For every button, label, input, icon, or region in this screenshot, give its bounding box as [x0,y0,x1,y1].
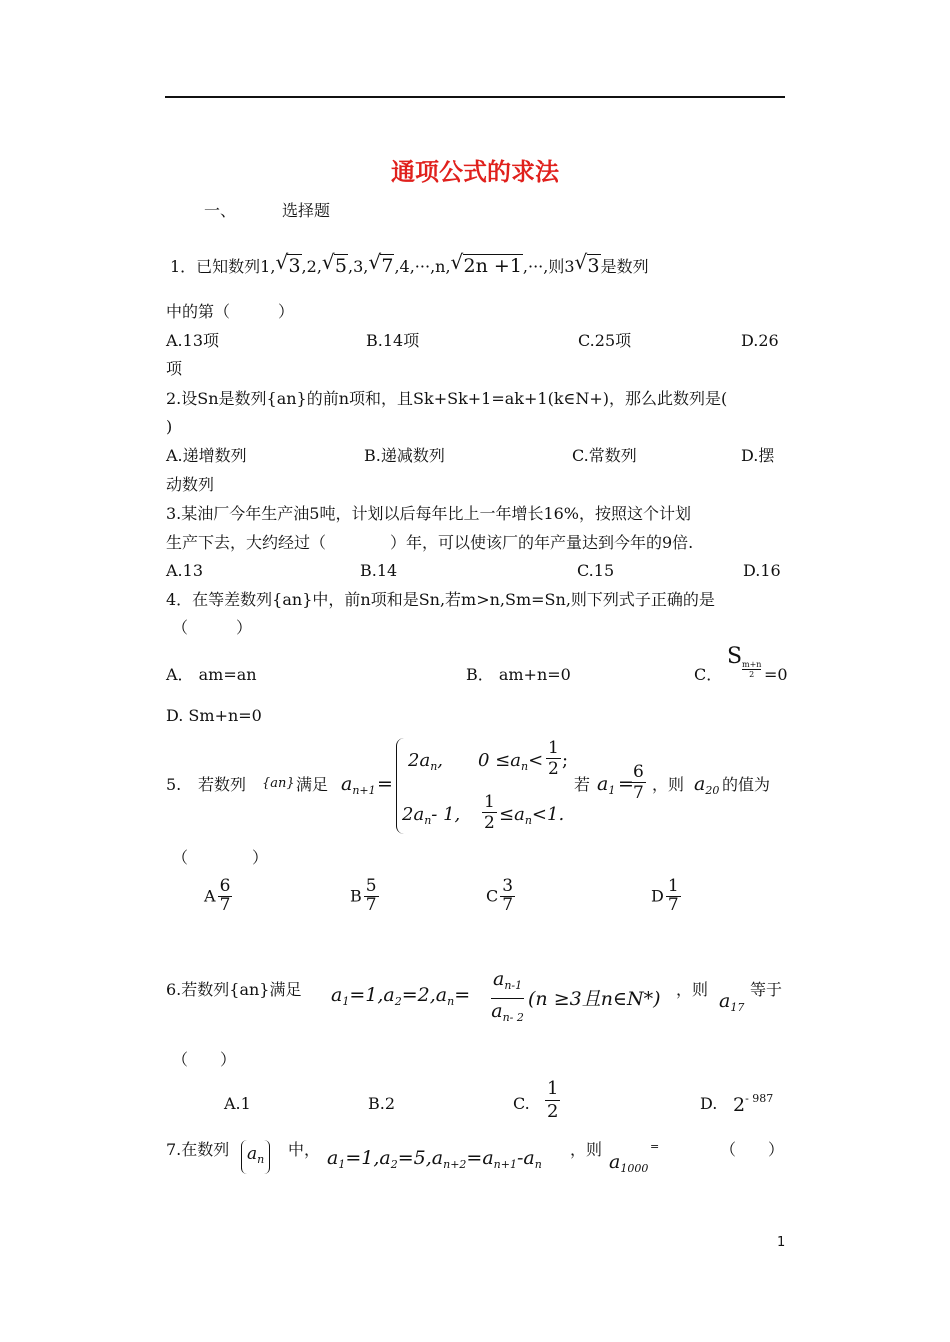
q1-comma-3: ,3, [348,257,369,276]
q2-option-c: C.常数列 [572,446,637,465]
q1-comma-4: ,4,···,n, [394,257,451,276]
q5-option-c: C $\frac{3}{7}$ [486,876,514,915]
q5-a20: $a_{20}$ [694,773,720,797]
q2-option-b: B.递减数列 [364,446,445,465]
q1-option-c: C.25项 [578,331,632,350]
q1-option-wrap: 项 [166,359,183,378]
q6-a17: $a_{17}$ [719,990,745,1014]
q6-option-d-power: $2^{- 987}$ [733,1092,774,1116]
q5-case-1-half: 1 2 [548,738,559,779]
q1-option-a: A.13项 [166,331,220,350]
q6-option-d: D. [700,1094,718,1113]
q7-set: $a_n$ [241,1140,270,1174]
q5-manzu: 满足 [296,775,329,794]
q5-a1-eq: = [618,773,634,795]
q6-dengyu: 等于 [750,980,783,999]
sqrt-2n-plus-1: √ 2n +1 [450,250,522,277]
q7-paren: （ ） [720,1140,785,1159]
q7-formula: $a_1=1,a_2=5,a_{n+2}=a_{n+1}-a_n$ [327,1147,542,1171]
q4-option-b: B． am+n=0 [466,665,571,684]
q2-option-wrap: 动数列 [166,475,215,494]
q5-ruo: 若 [574,775,591,794]
q4-option-c-sub [742,660,761,679]
q7-eq: = [650,1140,660,1153]
q4-sub-den: 2 [749,670,755,679]
q4-option-d: D. Sm+n=0 [166,706,262,725]
q5-paren: （ ） [172,848,269,867]
q5-set: {an} [262,776,295,791]
q6-option-c-frac: 1 2 [547,1078,559,1122]
q6-option-a: A.1 [224,1094,251,1113]
q5-semicolon: ; [562,750,569,771]
question-2-line-2: ) [166,417,173,436]
q1-text-a: 1．已知数列1, [170,257,276,276]
q7-zhong: 中， [288,1140,321,1159]
header-rule [165,96,785,98]
q1-option-b: B.14项 [366,331,420,350]
q6-fraction: $a_{n-1}$ $a_{n- 2}$ [491,968,524,1024]
sqrt-3: √ 3 [275,250,301,277]
q7-lead: 7.在数列 [166,1140,230,1159]
question-3-line-2: 生产下去，大约经过（ ）年，可以使该厂的年产量达到今年的9倍. [166,533,694,552]
q2-option-d: D.摆 [741,446,775,465]
q3-option-a: A.13 [166,561,203,580]
q3-option-c: C.15 [577,561,615,580]
sqrt-5: √ 5 [321,250,347,277]
q5-case-2-half: 1 2 [484,792,495,833]
sqrt-7: √ 7 [368,250,394,277]
q5-a1-frac: 6 7 [633,762,644,803]
q5-zhi: 的值为 [722,775,771,794]
q5-ze: ，则 [652,775,685,794]
q4-option-c: C． [694,665,723,684]
q6-formula: $a_1=1,a_2=2,a_n=$ [331,984,471,1008]
question-2-line-1: 2.设Sn是数列{an}的前n项和，且Sk+Sk+1=ak+1(k∈N+)，那么此数列是( [166,389,728,408]
q6-ze: ，则 [676,980,709,999]
q5-eq: = [377,773,393,795]
sqrt-3b: √ 3 [574,250,600,277]
page-number: 1 [777,1235,786,1250]
q2-option-a: A.递增数列 [166,446,247,465]
page-title: 通项公式的求法 [391,158,559,186]
q5-lhs: $a_{n+1}$ [341,773,376,797]
question-1-line-2: 中的第（ ） [166,302,295,321]
q3-option-b: B.14 [360,561,398,580]
q5-number: 5. [166,775,182,794]
q4-sub-num: m+n [742,660,762,669]
q5-option-b: B $\frac{5}{7}$ [350,876,377,915]
q4-option-a: A． am=an [166,665,257,684]
q1-option-d: D.26 [741,331,779,350]
q5-option-d: D $\frac{1}{7}$ [651,876,679,915]
q5-lead: 若数列 [198,775,247,794]
q6-option-b: B.2 [368,1094,396,1113]
q1-tail: 是数列 [600,257,649,276]
q5-case-1-value: $2a_n$, [408,750,444,773]
q6-option-c: C. [513,1094,530,1113]
q4-option-c-tail: =0 [764,665,788,684]
q1-comma-2: ,2, [301,257,322,276]
question-4-line-1: 4．在等差数列{an}中，前n项和是Sn,若m>n,Sm=Sn,则下列式子正确的是 [166,590,715,609]
q4-option-c-s: S [727,644,743,669]
q7-ze: ，则 [570,1140,603,1159]
question-3-line-1: 3.某油厂今年生产油5吨，计划以后每年比上一年增长16%，按照这个计划 [166,504,692,523]
q5-a1: $a_1$ [597,773,616,797]
section-number: 一、 [204,201,237,220]
q6-lead: 6.若数列{an}满足 [166,980,302,999]
q1-comma-5: ,···,则3 [522,257,575,276]
q5-case-1-cond: $0 \le a_n<$ [478,750,544,773]
q5-case-2-value: $2a_n-$ 1, [402,804,461,827]
question-1-line-1 [170,250,649,277]
q6-condition: (n ≥3且n∈N*) [528,988,661,1010]
q3-option-d: D.16 [743,561,781,580]
q7-a1000: $a_{1000}$ [609,1151,649,1175]
q5-case-2-cond: $\le a_n<1$. [499,804,565,827]
q6-paren: （ ） [172,1050,237,1069]
q5-option-a: A $\frac{6}{7}$ [204,876,231,915]
question-4-line-2: （ ） [172,618,253,637]
section-label: 选择题 [282,201,331,220]
